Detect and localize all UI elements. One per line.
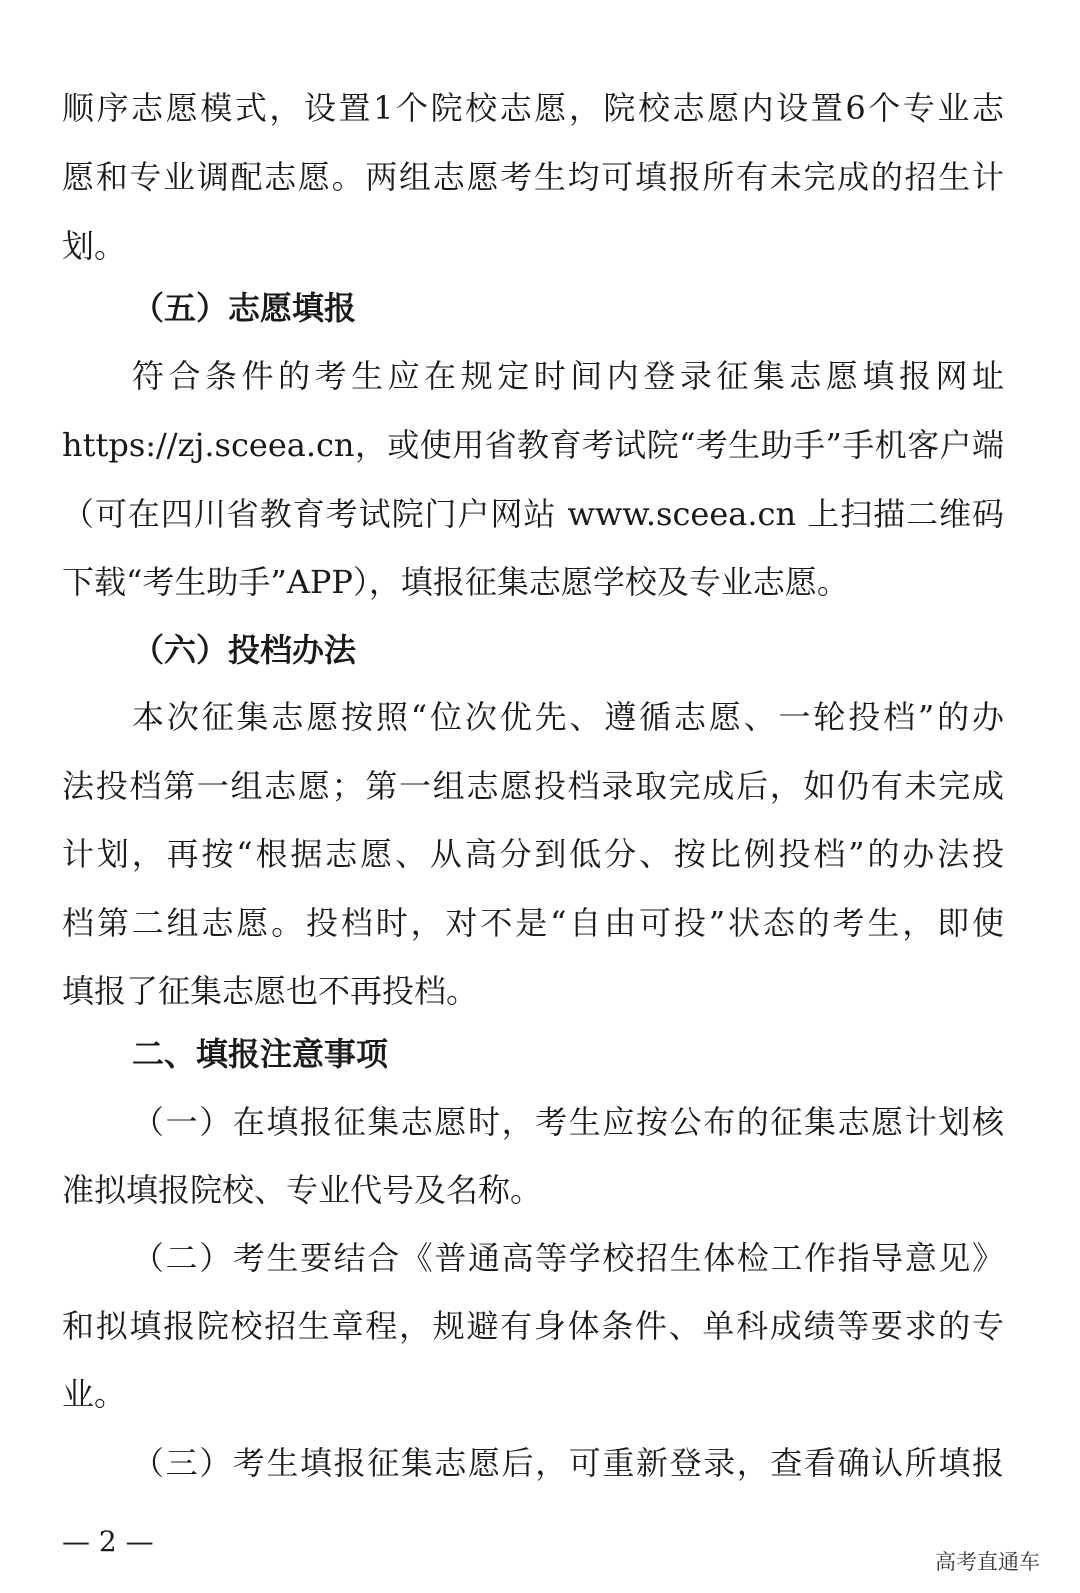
- paragraph-line: 符合条件的考生应在规定时间内登录征集志愿填报网址: [132, 357, 1004, 395]
- paragraph-line: 本次征集志愿按照“位次优先、遵循志愿、一轮投档”的办: [132, 698, 1004, 736]
- paragraph-line: （三）考生填报征集志愿后，可重新登录，查看确认所填报: [132, 1444, 1004, 1482]
- paragraph-line: 法投档第一组志愿；第一组志愿投档录取完成后，如仍有未完成: [62, 767, 1004, 805]
- page-number: — 2 —: [62, 1525, 154, 1558]
- paragraph-line: （二）考生要结合《普通高等学校招生体检工作指导意见》: [132, 1239, 1004, 1277]
- subheading-five: （五）志愿填报: [132, 289, 357, 327]
- paragraph-line: 档第二组志愿。投档时，对不是“自由可投”状态的考生，即使: [62, 904, 1004, 942]
- paragraph-line: 准拟填报院校、专业代号及名称。: [62, 1171, 543, 1209]
- paragraph-line: 和拟填报院校招生章程，规避有身体条件、单科成绩等要求的专: [62, 1307, 1004, 1345]
- paragraph-line: 愿和专业调配志愿。两组志愿考生均可填报所有未完成的招生计: [62, 158, 1004, 196]
- paragraph-line: 业。: [62, 1375, 127, 1413]
- watermark-text: 高考直通车: [935, 1550, 1040, 1574]
- paragraph-line: 顺序志愿模式，设置1个院校志愿，院校志愿内设置6个专业志: [62, 89, 1004, 127]
- paragraph-line: （可在四川省教育考试院门户网站 www.sceea.cn 上扫描二维码: [62, 495, 1004, 533]
- subheading-six: （六）投档办法: [132, 631, 357, 669]
- paragraph-line: （一）在填报征集志愿时，考生应按公布的征集志愿计划核: [132, 1103, 1004, 1141]
- paragraph-line: 填报了征集志愿也不再投档。: [62, 972, 479, 1010]
- paragraph-line: 划。: [62, 227, 127, 265]
- section-heading: 二、填报注意事项: [132, 1035, 389, 1073]
- paragraph-line: 计划，再按“根据志愿、从高分到低分、按比例投档”的办法投: [62, 835, 1004, 873]
- paragraph-line-url: https://zj.sceea.cn，或使用省教育考试院“考生助手”手机客户端: [62, 426, 1004, 464]
- paragraph-line: 下载“考生助手”APP），填报征集志愿学校及专业志愿。: [62, 563, 849, 601]
